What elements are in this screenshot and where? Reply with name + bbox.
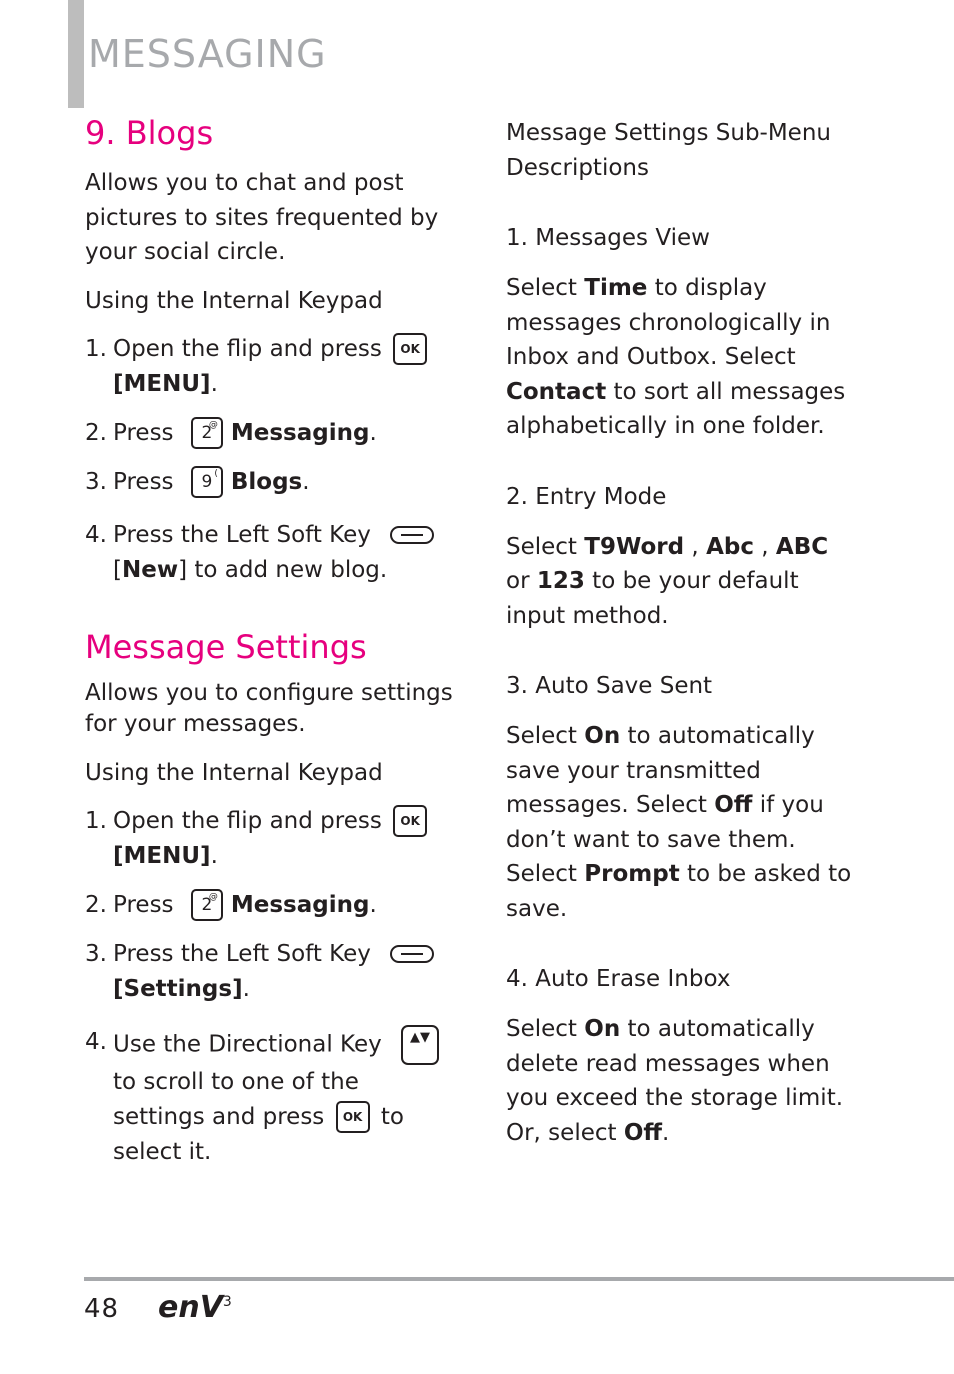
- blogs-step-3: 3. Press 9 ( Blogs.: [85, 465, 455, 500]
- submenu-item-title: 2. Entry Mode: [506, 483, 667, 510]
- submenu-item-title: 3. Auto Save Sent: [506, 673, 713, 699]
- left-column: [85, 112, 455, 1170]
- step-number: 1.: [85, 807, 107, 834]
- ok-key-icon: OK: [393, 333, 427, 365]
- step-number: 3.: [85, 468, 107, 495]
- blogs-step-1: 1. Open the flip and press OK [MENU].: [85, 332, 455, 402]
- submenu-item-title: 4. Auto Erase Inbox: [506, 966, 731, 992]
- blogs-step-2: 2. Press 2 @ Messaging.: [85, 416, 455, 451]
- right-column: [506, 112, 926, 1150]
- submenu-item-desc: Select On to automatically delete read messages when you exceed the storage limit. Or, select Off.: [506, 1016, 844, 1146]
- env3-logo: enV$^3$: [158, 1290, 232, 1325]
- footer-rule: [84, 1277, 954, 1281]
- submenu-item-desc: Select Time to display messages chronologically in Inbox and Outbox. Select Contact to sort all messages alphabetically in one folder.: [506, 275, 846, 439]
- messaging-command: Messaging: [230, 419, 370, 446]
- settings-step-4: 4. Use the Directional Key ▲▼ to scroll to one of the settings and press OK to select it.: [85, 1025, 455, 1170]
- left-soft-key-icon: [390, 526, 434, 544]
- section-tab-bar: [68, 0, 84, 108]
- submenu-item-desc: Select On to automatically save your transmitted messages. Select Off if you don’t want to save them. Select Prompt to be asked to save.: [506, 723, 852, 922]
- message-settings-title: Message Settings: [85, 627, 367, 666]
- step-number: 2.: [85, 419, 107, 446]
- settings-step-1: 1. Open the flip and press OK [MENU].: [85, 804, 455, 874]
- step-text: Press: [113, 891, 174, 918]
- section-header: MESSAGING: [88, 32, 327, 76]
- blogs-command: Blogs: [230, 468, 303, 495]
- directional-key-icon: ▲▼: [401, 1025, 439, 1065]
- submenu-item-title: 1. Messages View: [506, 225, 710, 251]
- blogs-step-4: 4. Press the Left Soft Key [New] to add new blog.: [85, 518, 455, 588]
- step-text: Press the Left Soft Key: [113, 940, 371, 967]
- step-text: Use the Directional Key: [113, 1031, 382, 1057]
- step-text: Press the Left Soft Key: [113, 521, 371, 548]
- messaging-command: Messaging: [230, 891, 370, 918]
- settings-step-3: 3. Press the Left Soft Key [Settings].: [85, 937, 455, 1007]
- ok-key-icon: OK: [393, 805, 427, 837]
- ok-key-icon: OK: [336, 1101, 370, 1133]
- settings-intro: Allows you to configure settings for your messages.: [85, 679, 453, 737]
- menu-command: [MENU]: [113, 842, 211, 869]
- settings-step-2: 2. Press 2 @ Messaging.: [85, 888, 455, 923]
- step-text: Open the flip and press: [113, 807, 382, 834]
- step-number: 4.: [85, 1028, 107, 1055]
- blogs-title: 9. Blogs: [85, 114, 214, 152]
- step-text: Press: [113, 419, 174, 446]
- step-text: Press: [113, 468, 174, 495]
- key-2-icon: 2 @: [191, 417, 223, 449]
- submenu-item-desc: Select T9Word , Abc , ABC or 123 to be your default input method.: [506, 533, 829, 629]
- step-number: 2.: [85, 891, 107, 918]
- left-soft-key-icon: [390, 945, 434, 963]
- key-9-icon: 9 (: [191, 466, 223, 498]
- step-number: 3.: [85, 940, 107, 967]
- new-command: New: [121, 556, 179, 583]
- key-2-icon: 2 @: [191, 889, 223, 921]
- page-number: 48: [84, 1294, 120, 1324]
- submenu-heading: Message Settings Sub-Menu Descriptions: [506, 120, 831, 181]
- blogs-intro: Allows you to chat and post pictures to sites frequented by your social circle.: [85, 170, 439, 265]
- settings-keypad-heading: Using the Internal Keypad: [85, 759, 383, 786]
- step-number: 4.: [85, 521, 107, 548]
- blogs-keypad-heading: Using the Internal Keypad: [85, 287, 383, 314]
- step-number: 1.: [85, 335, 107, 362]
- menu-command: [MENU]: [113, 370, 211, 397]
- step-text: Open the flip and press: [113, 335, 382, 362]
- settings-command: [Settings]: [113, 975, 243, 1002]
